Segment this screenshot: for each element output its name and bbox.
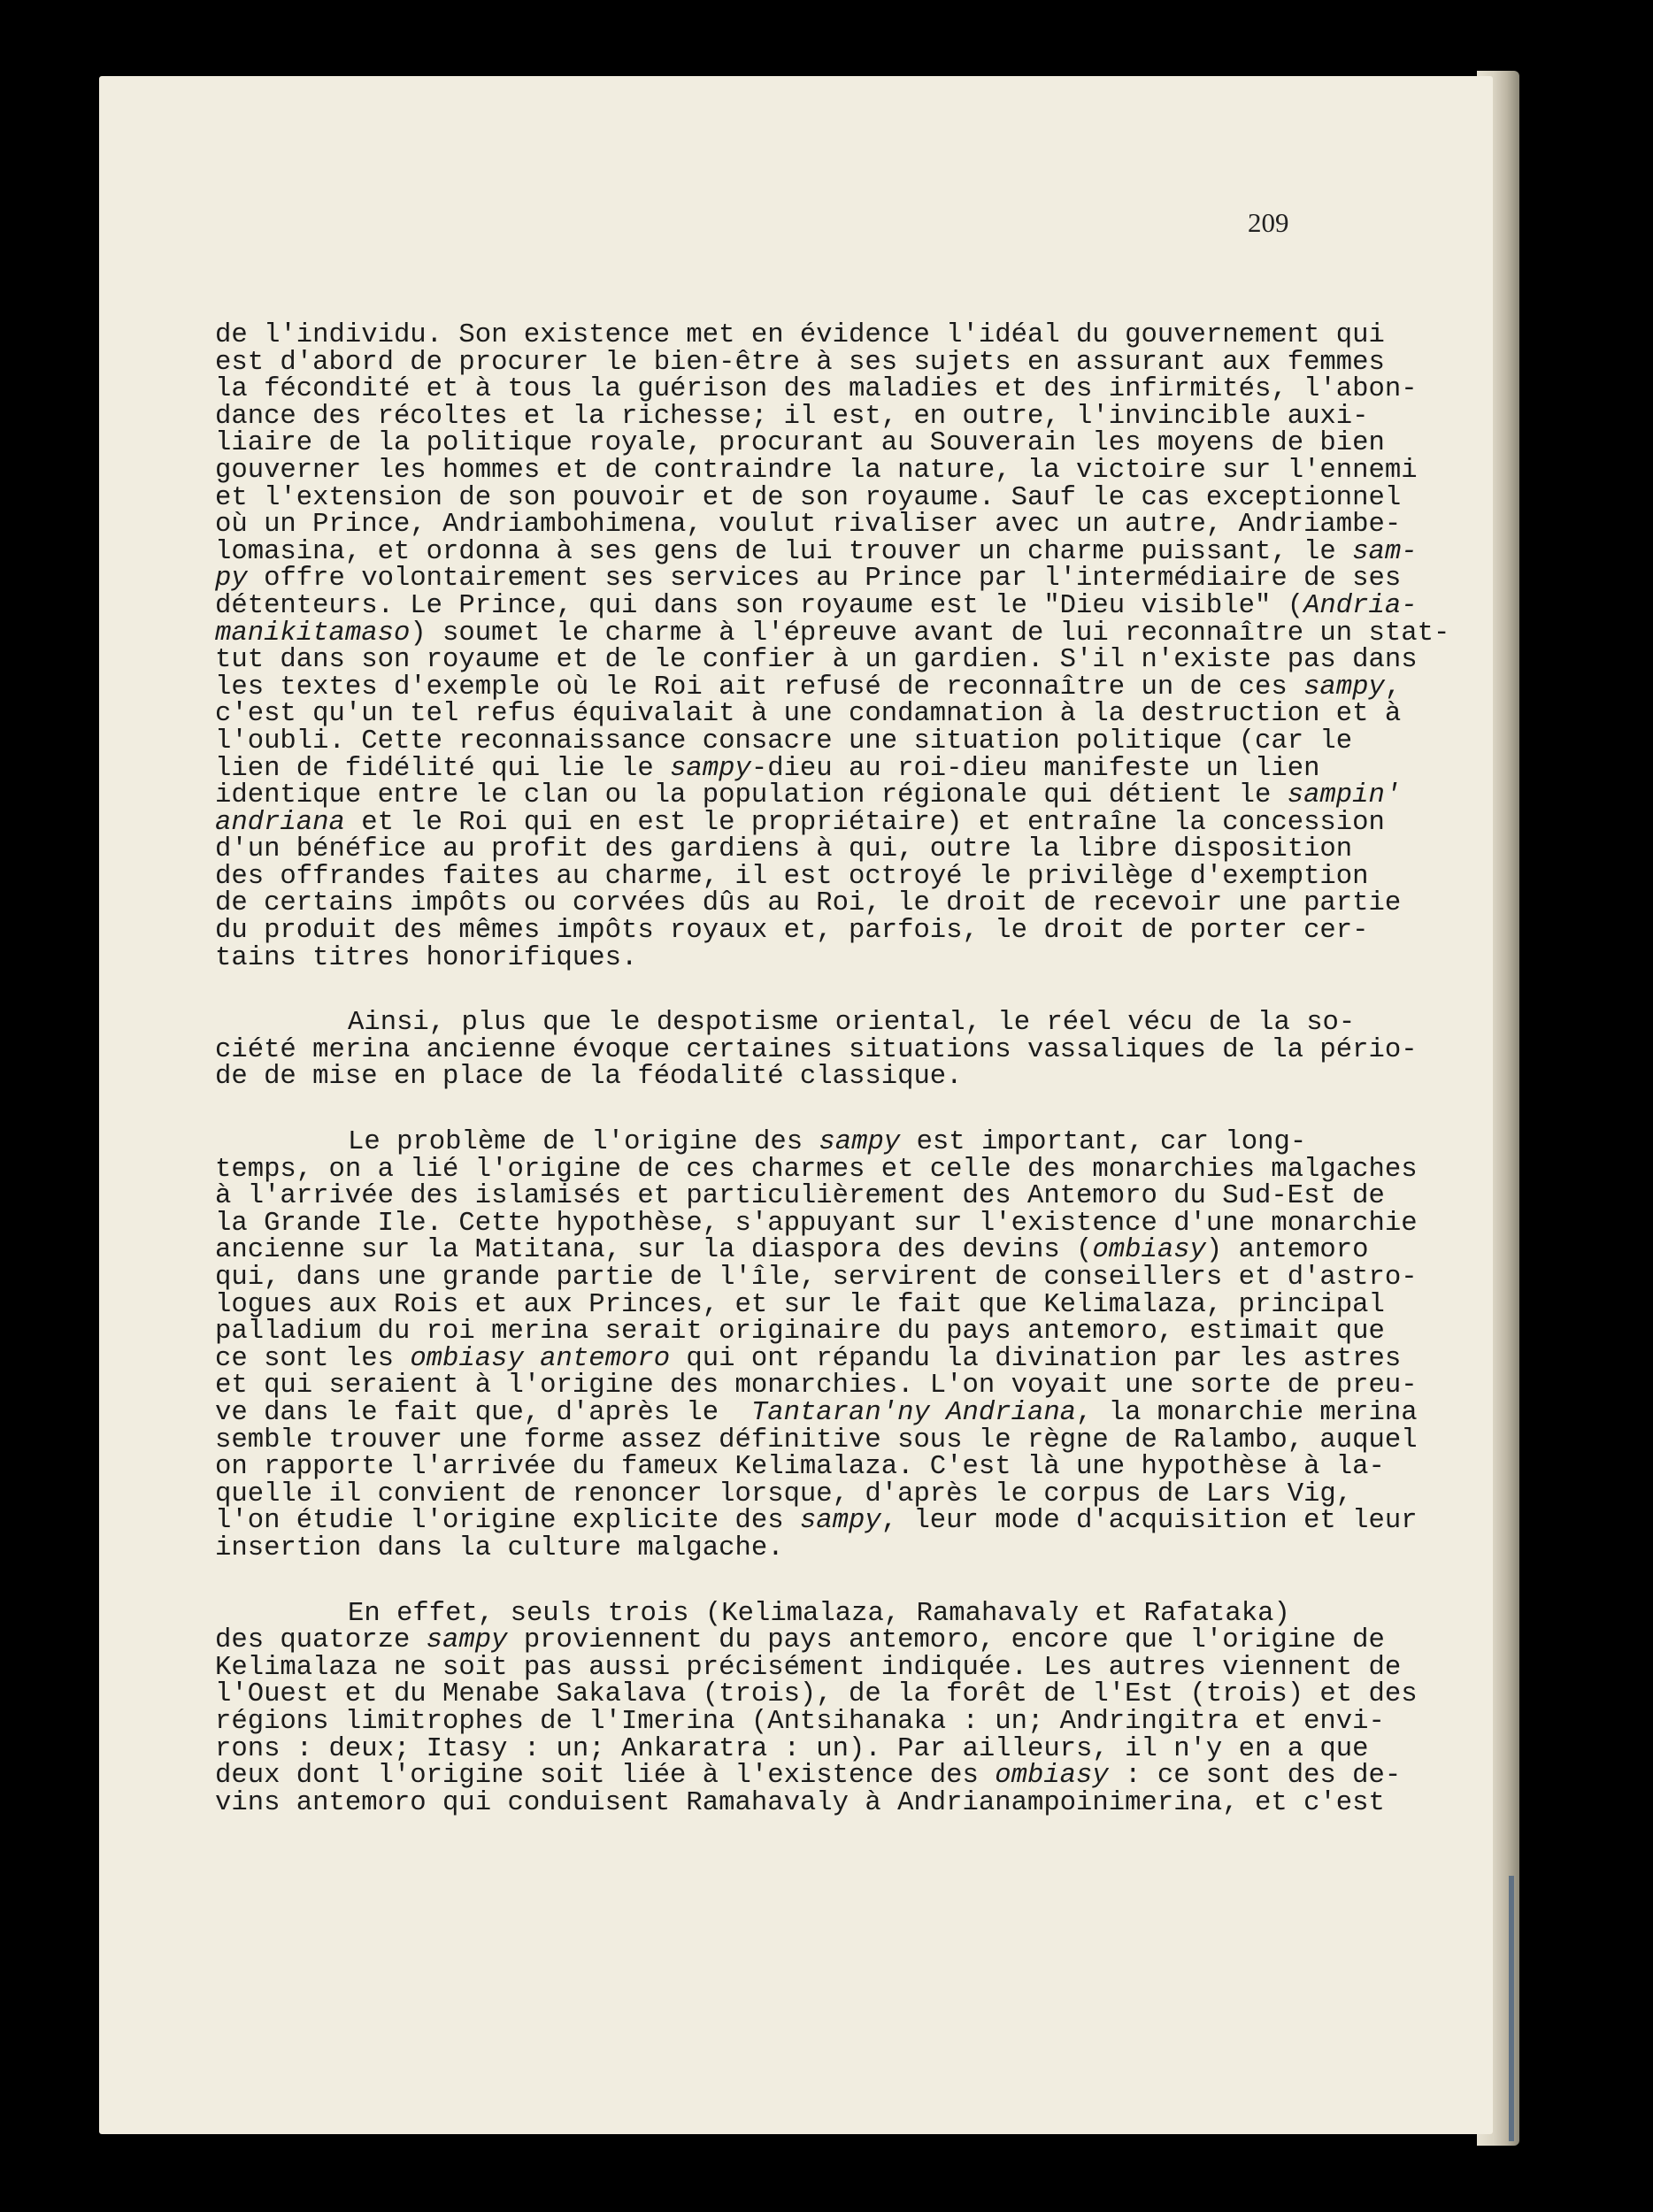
- text-line: py offre volontairement ses services au Prince par l'intermédiaire de ses: [215, 564, 1402, 595]
- text-line: du produit des mêmes impôts royaux et, parfois, le droit de porter cer-: [215, 916, 1369, 947]
- text-line: tains titres honorifiques.: [215, 942, 638, 973]
- text-line: et l'extension de son pouvoir et de son royaume. Sauf le cas exceptionnel: [215, 482, 1402, 513]
- text-line: détenteurs. Le Prince, qui dans son royaume est le "Dieu visible" (Andria-: [215, 590, 1418, 621]
- text-line: on rapporte l'arrivée du fameux Kelimalaza. C'est là une hypothèse à la-: [215, 1452, 1385, 1483]
- text-line: Kelimalaza ne soit pas aussi précisément indiquée. Les autres viennent de: [215, 1652, 1402, 1683]
- text-line: ve dans le fait que, d'après le Tantaran'ny Andriana, la monarchie merina: [215, 1397, 1418, 1428]
- text-line: dance des récoltes et la richesse; il est, en outre, l'invincible auxi-: [215, 401, 1369, 432]
- text-line: liaire de la politique royale, procurant au Souverain les moyens de bien: [215, 428, 1385, 459]
- text-line: insertion dans la culture malgache.: [215, 1532, 784, 1563]
- paragraph: [215, 1598, 1418, 1818]
- text-line: deux dont l'origine soit liée à l'existence des ombiasy : ce sont des de-: [215, 1761, 1402, 1792]
- text-line: En effet, seuls trois (Kelimalaza, Ramahavaly et Rafataka): [348, 1598, 1290, 1629]
- paragraph-gap: [215, 972, 1339, 1010]
- text-line: lien de fidélité qui lie le sampy-dieu au roi-dieu manifeste un lien: [215, 753, 1320, 784]
- text-line: Ainsi, plus que le despotisme oriental, le réel vécu de la so-: [348, 1008, 1356, 1039]
- text-line: des offrandes faites au charme, il est octroyé le privilège d'exemption: [215, 861, 1369, 892]
- text-line: de certains impôts ou corvées dûs au Roi, le droit de recevoir une partie: [215, 888, 1402, 919]
- paragraph-gap: [215, 1091, 1339, 1129]
- text-line: quelle il convient de renoncer lorsque, d'après le corpus de Lars Vig,: [215, 1479, 1353, 1509]
- body-text: [215, 320, 1450, 1818]
- paragraph: [215, 320, 1450, 973]
- text-line: des quatorze sampy proviennent du pays antemoro, encore que l'origine de: [215, 1625, 1385, 1656]
- text-line: Le problème de l'origine des sampy est important, car long-: [348, 1127, 1307, 1158]
- text-line: où un Prince, Andriambohimena, voulut rivaliser avec un autre, Andriambe-: [215, 510, 1402, 541]
- text-line: tut dans son royaume et de le confier à un gardien. S'il n'existe pas dans: [215, 645, 1418, 676]
- text-line: c'est qu'un tel refus équivalait à une condamnation à la destruction et à: [215, 699, 1402, 730]
- text-line: ce sont les ombiasy antemoro qui ont répandu la divination par les astres: [215, 1343, 1402, 1374]
- paragraph-gap: [215, 1563, 1339, 1601]
- text-line: de l'individu. Son existence met en évidence l'idéal du gouvernement qui: [215, 320, 1385, 350]
- text-line: d'un bénéfice au profit des gardiens à qui, outre la libre disposition: [215, 834, 1353, 865]
- text-line: andriana et le Roi qui en est le propriétaire) et entraîne la concession: [215, 807, 1385, 838]
- text-line: lomasina, et ordonna à ses gens de lui trouver un charme puissant, le sam-: [215, 536, 1418, 567]
- text-line: temps, on a lié l'origine de ces charmes et celle des monarchies malgaches: [215, 1154, 1418, 1185]
- text-line: semble trouver une forme assez définitive sous le règne de Ralambo, auquel: [215, 1425, 1418, 1455]
- page-number: 209: [1248, 207, 1289, 238]
- paragraph: [215, 1127, 1418, 1563]
- text-line: logues aux Rois et aux Princes, et sur le fait que Kelimalaza, principal: [215, 1289, 1385, 1320]
- text-line: l'Ouest et du Menabe Sakalava (trois), de la forêt de l'Est (trois) et des: [215, 1679, 1418, 1710]
- text-line: est d'abord de procurer le bien-être à ses sujets en assurant aux femmes: [215, 347, 1385, 378]
- text-line: régions limitrophes de l'Imerina (Antsihanaka : un; Andringitra et envi-: [215, 1706, 1385, 1737]
- paragraph: [215, 1008, 1418, 1093]
- page-edge-strip: [1509, 1876, 1514, 2141]
- text-line: à l'arrivée des islamisés et particulièrement des Antemoro du Sud-Est de: [215, 1181, 1385, 1212]
- text-line: identique entre le clan ou la population régionale qui détient le sampin': [215, 780, 1402, 811]
- text-line: et qui seraient à l'origine des monarchies. L'on voyait une sorte de preu-: [215, 1371, 1418, 1402]
- text-line: qui, dans une grande partie de l'île, servirent de conseillers et d'astro-: [215, 1263, 1418, 1293]
- text-line: manikitamaso) soumet le charme à l'épreuve avant de lui reconnaître un stat-: [215, 618, 1450, 649]
- text-line: ciété merina ancienne évoque certaines situations vassaliques de la pério-: [215, 1034, 1418, 1065]
- text-line: les textes d'exemple où le Roi ait refusé de reconnaître un de ces sampy: [215, 672, 1385, 703]
- text-line: vins antemoro qui conduisent Ramahavaly à Andrianampoinimerina, et c'est: [215, 1787, 1385, 1818]
- text-line: rons : deux; Itasy : un; Ankaratra : un). Par ailleurs, il n'y en a que: [215, 1733, 1369, 1764]
- text-line: de de mise en place de la féodalité classique.: [215, 1062, 963, 1093]
- text-line: l'on étudie l'origine explicite des sampy, leur mode d'acquisition et leur: [215, 1506, 1418, 1537]
- text-line: gouverner les hommes et de contraindre la nature, la victoire sur l'ennemi: [215, 455, 1418, 486]
- text-line: ancienne sur la Matitana, sur la diaspora des devins (ombiasy) antemoro: [215, 1235, 1369, 1266]
- text-line: l'oubli. Cette reconnaissance consacre une situation politique (car le: [215, 726, 1353, 757]
- text-line: palladium du roi merina serait originaire du pays antemoro, estimait que: [215, 1317, 1385, 1348]
- text-line: la fécondité et à tous la guérison des maladies et des infirmités, l'abon-: [215, 374, 1418, 405]
- text-line: la Grande Ile. Cette hypothèse, s'appuyant sur l'existence d'une monarchie: [215, 1208, 1418, 1239]
